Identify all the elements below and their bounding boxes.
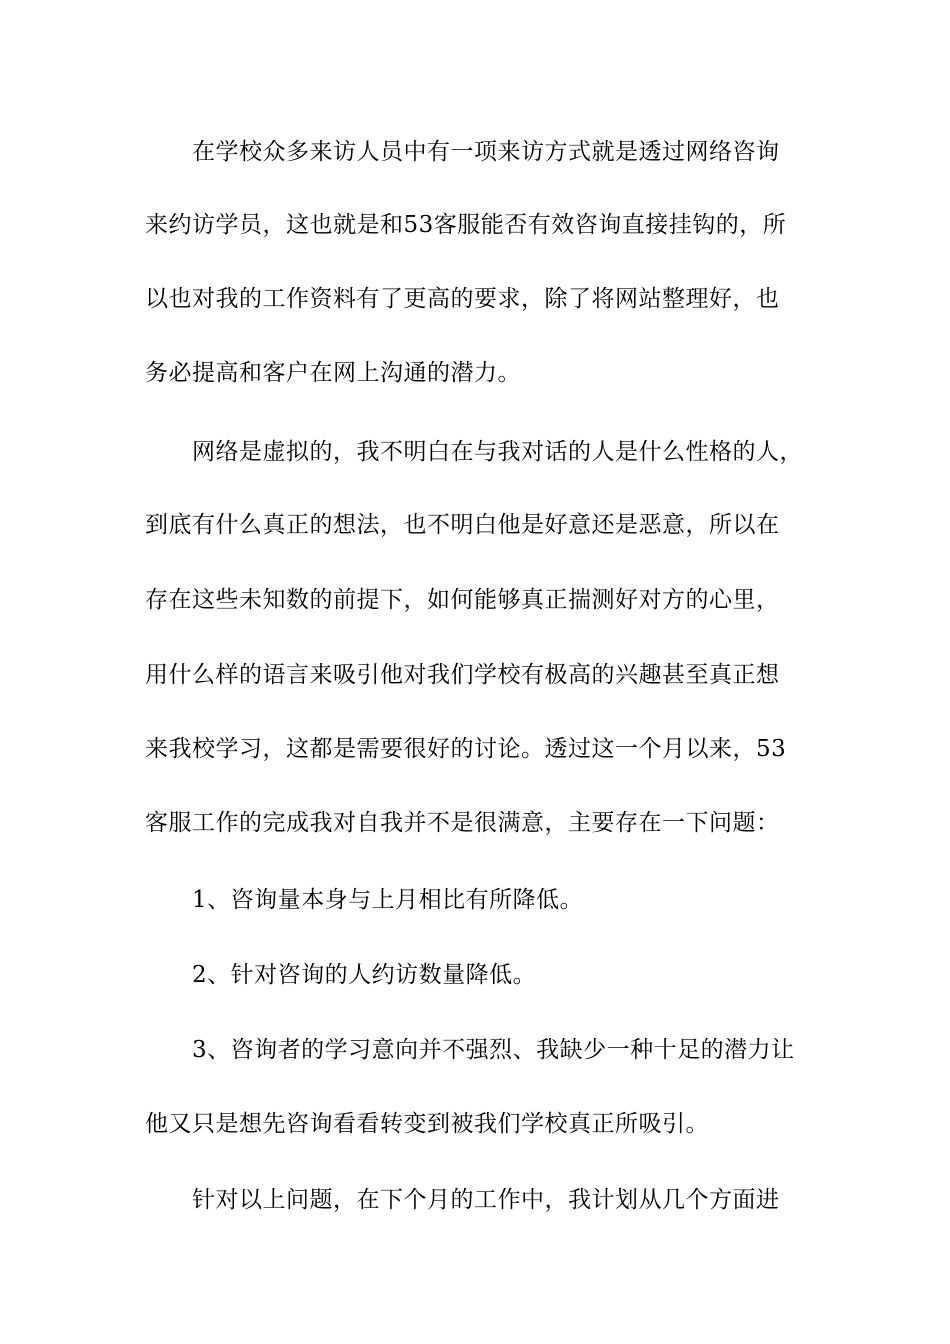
paragraph-1-line-2: 来约访学员，这也就是和53客服能否有效咨询直接挂钩的，所 <box>145 212 787 238</box>
list-item-2: 2、针对咨询的人约访数量降低。 <box>192 962 537 988</box>
paragraph-1-line-1: 在学校众多来访人员中有一项来访方式就是透过网络咨询 <box>192 139 780 165</box>
paragraph-1-line-4: 务必提高和客户在网上沟通的潜力。 <box>145 360 521 386</box>
paragraph-2-line-1: 网络是虚拟的，我不明白在与我对话的人是什么性格的人， <box>192 439 803 465</box>
paragraph-2-line-4: 用什么样的语言来吸引他对我们学校有极高的兴趣甚至真正想 <box>145 662 780 688</box>
paragraph-2-line-5: 来我校学习，这都是需要很好的讨论。透过这一个月以来，53 <box>145 736 787 762</box>
paragraph-2-line-3: 存在这些未知数的前提下，如何能够真正揣测好对方的心里， <box>145 587 780 613</box>
list-item-3-line-1: 3、咨询者的学习意向并不强烈、我缺少一种十足的潜力让 <box>192 1037 795 1063</box>
list-item-3-line-2: 他又只是想先咨询看看转变到被我们学校真正所吸引。 <box>145 1111 709 1137</box>
paragraph-2-line-2: 到底有什么真正的想法，也不明白他是好意还是恶意，所以在 <box>145 512 780 538</box>
paragraph-3-line-1: 针对以上问题，在下个月的工作中，我计划从几个方面进 <box>192 1187 780 1213</box>
paragraph-1-line-3: 以也对我的工作资料有了更高的要求，除了将网站整理好，也 <box>145 286 780 312</box>
list-item-1: 1、咨询量本身与上月相比有所降低。 <box>192 887 584 913</box>
paragraph-2-line-6: 客服工作的完成我对自我并不是很满意，主要存在一下问题： <box>145 810 780 836</box>
